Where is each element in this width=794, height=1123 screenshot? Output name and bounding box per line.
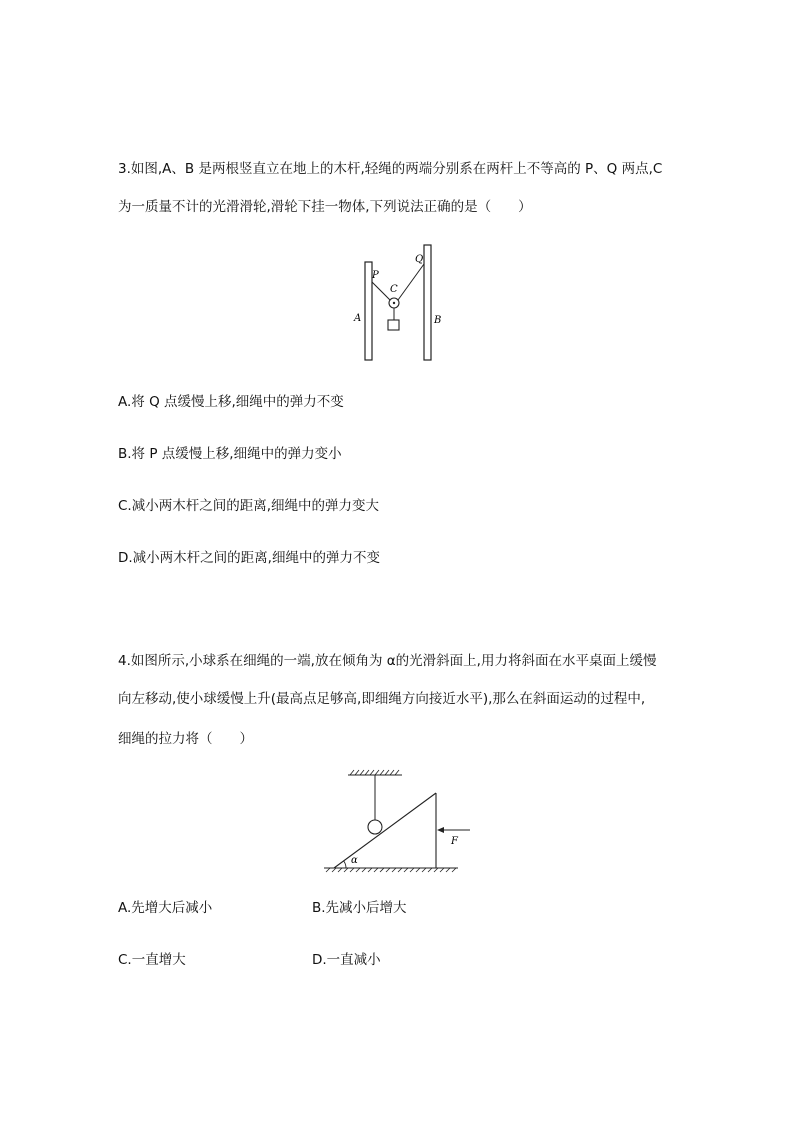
- hanging-weight: [388, 320, 399, 330]
- ground-hatch: [326, 868, 456, 872]
- q4-option-b: B.先减小后增大: [312, 900, 407, 916]
- q4-option-c: C.一直增大: [118, 952, 186, 968]
- force-arrowhead: [437, 827, 444, 833]
- q3-option-c: C.减小两木杆之间的距离,细绳中的弹力变大: [118, 498, 380, 514]
- pole-a: [365, 262, 372, 360]
- label-force: F: [451, 836, 458, 847]
- q3-option-d: D.减小两木杆之间的距离,细绳中的弹力不变: [118, 550, 380, 566]
- q4-option-a: A.先增大后减小: [118, 900, 213, 916]
- rope-right: [398, 264, 424, 300]
- label-b: B: [434, 315, 442, 326]
- angle-arc: [344, 861, 346, 868]
- label-c: C: [390, 284, 398, 295]
- q3-pulley-figure: [340, 240, 450, 365]
- q4-stem-line-1: 4.如图所示,小球系在细绳的一端,放在倾角为 α的光滑斜面上,用力将斜面在水平桌面上缓慢: [118, 653, 657, 669]
- pole-b: [424, 245, 431, 360]
- label-alpha: α: [351, 855, 358, 866]
- q4-incline-figure: [318, 768, 478, 878]
- q4-stem-line-2: 向左移动,使小球缓慢上升(最高点足够高,即细绳方向接近水平),那么在斜面运动的过程中,: [118, 691, 646, 707]
- ball: [368, 820, 382, 834]
- q4-stem-line-3: 细绳的拉力将（ ）: [118, 731, 253, 747]
- label-q: Q: [415, 254, 424, 265]
- ceiling-hatch: [350, 770, 399, 775]
- rope-left: [372, 282, 390, 300]
- q3-stem-line-1: 3.如图,A、B 是两根竖直立在地上的木杆,轻绳的两端分别系在两杆上不等高的 P、Q 两点,C: [118, 161, 663, 177]
- label-p: P: [372, 270, 379, 281]
- incline-surface: [334, 793, 436, 868]
- q3-option-a: A.将 Q 点缓慢上移,细绳中的弹力不变: [118, 394, 344, 410]
- q4-option-d: D.一直减小: [312, 952, 381, 968]
- label-a: A: [354, 313, 362, 324]
- q3-stem-line-2: 为一质量不计的光滑滑轮,滑轮下挂一物体,下列说法正确的是（ ）: [118, 199, 532, 215]
- q3-option-b: B.将 P 点缓慢上移,细绳中的弹力变小: [118, 446, 342, 462]
